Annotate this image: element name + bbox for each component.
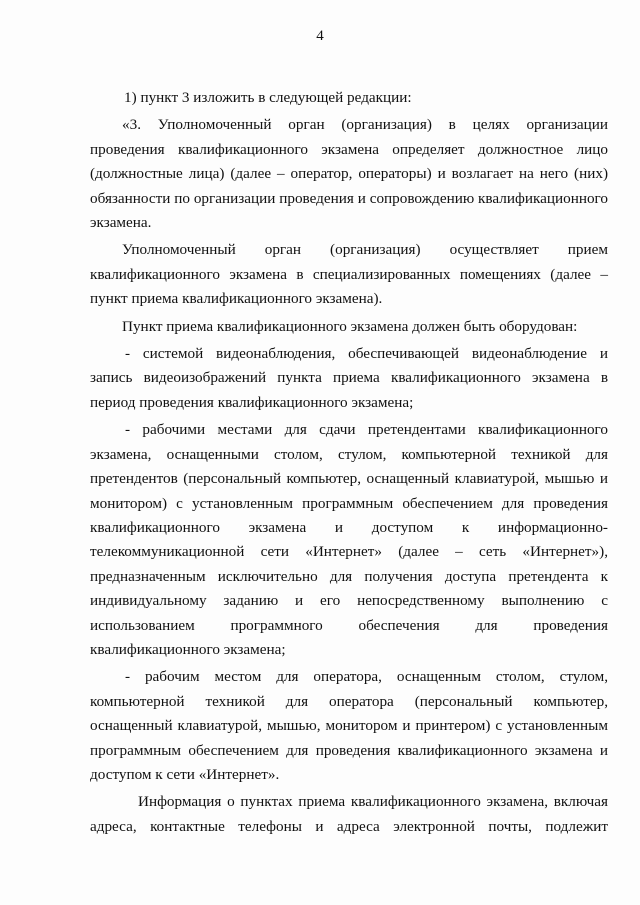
paragraph-equipment-intro: Пункт приема квалификационного экзамена должен быть оборудован: (122, 317, 578, 335)
list-item-candidate-workplaces: - рабочими местами для сдачи претендентами квалификационного экзамена, оснащенными столом, стулом, компьютерной техникой для претендентов (персональный компьютер, оснащенный клавиатурой, мышью и монитором) с установленным программным обеспечением для проведения квалификационного экзамена и доступом к информационно-телекоммуникационной сети «Интернет» (далее – сеть «Интернет»), предназначенным исключительно для получения доступа претендента к индивидуальному заданию и его непосредственному выполнению с использованием программного обеспечения для проведения квалификационного экзамена; (90, 421, 608, 658)
page-number: 4 (316, 28, 324, 44)
paragraph-exam-reception: Уполномоченный орган (организация) осуществляет прием квалификационного экзамена в специализированных помещениях (далее – пункт приема квалификационного экзамена). (90, 241, 608, 308)
amendment-item-1: 1) пункт 3 изложить в следующей редакции: (124, 89, 412, 106)
paragraph-reception-info: Информация о пунктах приема квалификационного экзамена, включая адреса, контактные телефоны и адреса электронной почты, подлежит (90, 793, 608, 835)
list-item-video-surveillance: - системой видеонаблюдения, обеспечивающей видеонаблюдение и запись видеоизображений пункта приема квалификационного экзамена в период проведения квалификационного экзамена; (90, 345, 608, 411)
list-item-operator-workplace: - рабочим местом для оператора, оснащенным столом, стулом, компьютерной техникой для оператора (персональный компьютер, оснащенный клавиатурой, мышью, монитором и принтером) с установленным программным обеспечением для проведения квалификационного экзамена и доступом к сети «Интернет». (90, 668, 608, 783)
document-body (90, 86, 608, 839)
paragraph-authorized-body: «3. Уполномоченный орган (организация) в целях организации проведения квалификационного экзамена определяет должностное лицо (должностные лица) (далее – оператор, операторы) и возлагает на него (них) обязанности по организации проведения и сопровождению квалификационного экзамена. (90, 116, 608, 232)
